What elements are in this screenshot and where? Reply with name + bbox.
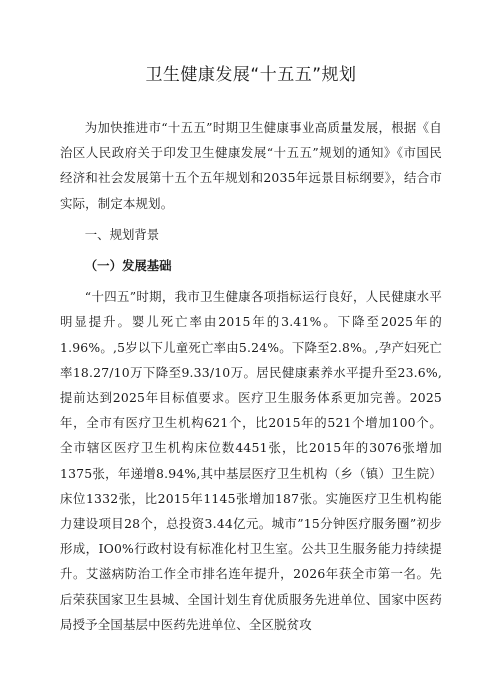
section-heading: 一、规划背景 <box>84 226 160 242</box>
subsection-heading: （一）发展基础 <box>84 258 172 274</box>
intro-paragraph: 为加快推进市“十五五”时期卫生健康事业高质量发展，根据《自治区人民政府关于印发卫生健康发展“十五五”规划的通知》《市国民经济和社会发展第十五个五年规划和2035年远景目标纲要》，结合市实际，制定本规划。 <box>60 120 442 211</box>
body-paragraph: “十四五”时期，我市卫生健康各项指标运行良好，人民健康水平明显提升。婴儿死亡率由2015年的3.41%。下降至2025年的1.96%。,5岁以下儿童死亡率由5.24%。下降至2.8%。,孕产妇死亡率18.27/10万下降至9.33/10万。居民健康素养水平提升至23.6%,提前达到2025年目标值要求。医疗卫生服务体系更加完善。2025年，全市有医疗卫生机构621个，比2015年的521个增加100个。全市辖区医疗卫生机构床位数4451张，比2015年的3076张增加1375张，年递增8.94%,其中基层医疗卫生机构（乡（镇）卫生院）床位1332张，比2015年1145张增加187张。实施医疗卫生机构能力建设项目28个，总投资3.44亿元。城市”15分钟医疗服务圈”初步形成，IO0%行政村设有标准化村卫生室。公共卫生服务能力持续提升。艾滋病防治工作全市排名连年提升，2026年获全市第一名。先后荣获国家卫生县城、全国计划生育优质服务先进单位、国家中医药局授予全国基层中医药先进单位、全区脱贫攻 <box>60 289 442 632</box>
document-title: 卫生健康发展“十五五”规划 <box>145 65 357 85</box>
